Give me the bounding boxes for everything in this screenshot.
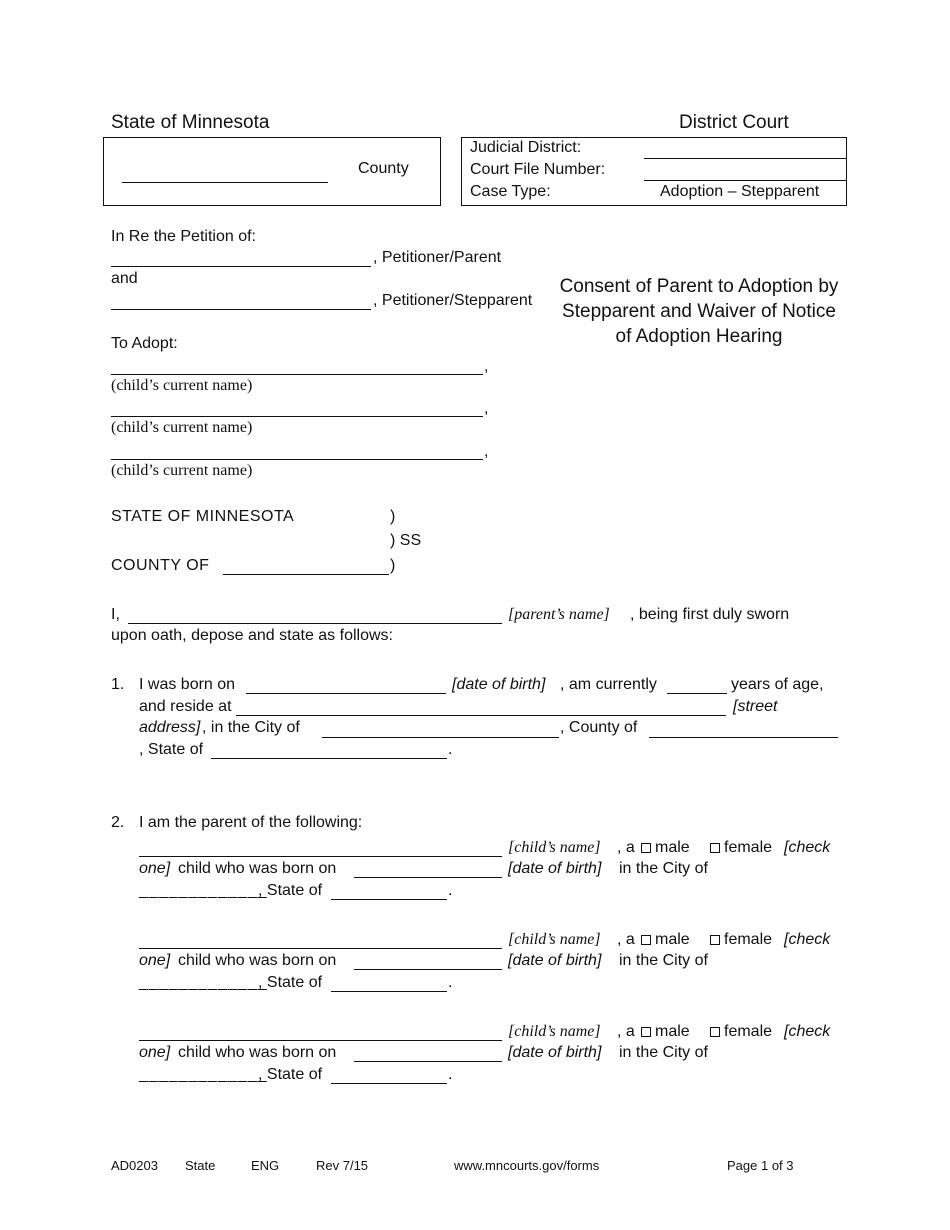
child-current-name-label-1: (child’s current name)	[111, 377, 253, 394]
reside-label: and reside at	[139, 698, 232, 715]
item-2-number: 2.	[111, 814, 125, 831]
petitioner-parent-label: , Petitioner/Parent	[373, 249, 502, 266]
state-of-label: , State of	[139, 741, 204, 758]
county-label: County	[358, 160, 409, 177]
check-hint: [check	[784, 931, 831, 948]
in-city-label: in the City of	[619, 1044, 708, 1061]
city-blank[interactable]	[322, 737, 559, 738]
in-city-label: in the City of	[619, 952, 708, 969]
child-dob-blank[interactable]	[354, 877, 502, 878]
female-label: female	[724, 839, 773, 856]
born-on-label: child who was born on	[178, 860, 337, 877]
judicial-district-blank[interactable]	[644, 158, 846, 159]
county-of-label: , County of	[560, 719, 638, 736]
venue-state: STATE OF MINNESOTA	[111, 508, 295, 525]
state-blank[interactable]	[331, 899, 447, 900]
checkbox-icon	[710, 1027, 720, 1037]
parent-of-intro: I am the parent of the following:	[139, 814, 363, 831]
period: .	[448, 974, 453, 991]
check-hint: [check	[784, 1023, 831, 1040]
male-label: male	[655, 1023, 690, 1040]
footer-revision: Rev 7/15	[316, 1158, 369, 1173]
dob-blank[interactable]	[246, 693, 446, 694]
child-name-hint: [child’s name]	[508, 1023, 601, 1040]
state-blank[interactable]	[211, 758, 447, 759]
one-hint: one]	[139, 952, 171, 969]
in-re-label: In Re the Petition of:	[111, 228, 256, 245]
court-file-number-blank[interactable]	[644, 180, 846, 181]
dob-hint: [date of birth]	[508, 952, 602, 969]
court-heading: District Court	[679, 112, 789, 133]
checkbox-icon	[710, 843, 720, 853]
born-on-label: child who was born on	[178, 952, 337, 969]
dob-hint: [date of birth]	[452, 676, 546, 693]
comma: ,	[484, 443, 489, 460]
child-name-blank[interactable]	[139, 856, 502, 857]
period: .	[448, 1066, 453, 1083]
female-checkbox[interactable]	[710, 839, 772, 857]
oath-sworn: , being first duly sworn	[630, 606, 790, 623]
checkbox-icon	[710, 935, 720, 945]
check-hint: [check	[784, 839, 831, 856]
street-blank[interactable]	[236, 715, 726, 716]
parent-name-hint: [parent’s name]	[508, 606, 610, 623]
years-label: years of age,	[731, 676, 824, 693]
one-hint: one]	[139, 1044, 171, 1061]
born-on-label: child who was born on	[178, 1044, 337, 1061]
venue-county-blank[interactable]	[223, 574, 389, 575]
checkbox-icon	[641, 935, 651, 945]
judicial-district-label: Judicial District:	[470, 139, 582, 156]
footer-page-number: Page 1 of 3	[727, 1158, 794, 1173]
venue-paren: )	[390, 557, 396, 574]
street-hint: [street	[733, 698, 778, 715]
and-label: and	[111, 270, 138, 287]
child-current-name-label-3: (child’s current name)	[111, 462, 253, 479]
footer-language: ENG	[251, 1158, 280, 1173]
comma: ,	[484, 358, 489, 375]
state-blank[interactable]	[331, 1083, 447, 1084]
county-box	[103, 137, 441, 206]
oath-depose: upon oath, depose and state as follows:	[111, 627, 393, 644]
female-label: female	[724, 1023, 773, 1040]
to-adopt-label: To Adopt:	[111, 335, 178, 352]
dob-hint: [date of birth]	[508, 1044, 602, 1061]
item-1-number: 1.	[111, 676, 125, 693]
dob-hint: [date of birth]	[508, 860, 602, 877]
male-checkbox[interactable]	[641, 839, 690, 857]
male-label: male	[655, 839, 690, 856]
female-checkbox[interactable]	[710, 931, 772, 949]
child-current-name-label-2: (child’s current name)	[111, 419, 253, 436]
parent-name-blank[interactable]	[128, 623, 502, 624]
city-blank[interactable]: _____________	[139, 1066, 268, 1083]
checkbox-icon	[641, 843, 651, 853]
in-city-label: in the City of	[619, 860, 708, 877]
child-dob-blank[interactable]	[354, 969, 502, 970]
petitioner-parent-blank[interactable]	[111, 266, 371, 267]
state-of-label: , State of	[258, 1066, 323, 1083]
petitioner-stepparent-blank[interactable]	[111, 309, 371, 310]
child-name-hint: [child’s name]	[508, 931, 601, 948]
county-blank[interactable]	[122, 182, 328, 183]
comma: ,	[484, 400, 489, 417]
court-info-box	[461, 137, 847, 206]
state-heading: State of Minnesota	[111, 112, 270, 133]
county-blank-item1[interactable]	[649, 737, 838, 738]
male-label: male	[655, 931, 690, 948]
footer-url[interactable]: www.mncourts.gov/forms	[454, 1158, 600, 1173]
city-blank[interactable]: _____________	[139, 974, 268, 991]
venue-ss: ) SS	[390, 532, 422, 549]
female-label: female	[724, 931, 773, 948]
period: .	[448, 882, 453, 899]
child-dob-blank[interactable]	[354, 1061, 502, 1062]
case-type-label: Case Type:	[470, 183, 551, 200]
document-title: Consent of Parent to Adoption by Stepparent and Waiver of Notice of Adoption Hearing	[559, 276, 839, 347]
checkbox-icon	[641, 1027, 651, 1037]
city-of-label: , in the City of	[202, 719, 300, 736]
a-label: , a	[617, 931, 635, 948]
oath-i: I,	[111, 606, 120, 623]
male-checkbox[interactable]	[641, 1023, 690, 1041]
city-blank[interactable]: _____________	[139, 882, 268, 899]
state-of-label: , State of	[258, 974, 323, 991]
a-label: , a	[617, 1023, 635, 1040]
venue-county-label: COUNTY OF	[111, 557, 210, 574]
state-blank[interactable]	[331, 991, 447, 992]
child-name-hint: [child’s name]	[508, 839, 601, 856]
female-checkbox[interactable]	[710, 1023, 772, 1041]
petitioner-stepparent-label: , Petitioner/Stepparent	[373, 292, 533, 309]
a-label: , a	[617, 839, 635, 856]
male-checkbox[interactable]	[641, 931, 690, 949]
child-name-blank[interactable]	[139, 1040, 502, 1041]
born-on-label: I was born on	[139, 676, 236, 693]
address-hint: address]	[139, 719, 201, 736]
child-name-blank-2[interactable]	[111, 416, 483, 417]
case-type-value: Adoption – Stepparent	[660, 183, 820, 200]
one-hint: one]	[139, 860, 171, 877]
footer-state: State	[185, 1158, 216, 1173]
age-blank[interactable]	[667, 693, 727, 694]
child-name-blank[interactable]	[139, 948, 502, 949]
period: .	[448, 741, 453, 758]
venue-paren: )	[390, 508, 396, 525]
child-name-blank-1[interactable]	[111, 374, 483, 375]
footer-form-code: AD0203	[111, 1158, 158, 1173]
child-name-blank-3[interactable]	[111, 459, 483, 460]
court-file-number-label: Court File Number:	[470, 161, 606, 178]
state-of-label: , State of	[258, 882, 323, 899]
currently-label: , am currently	[560, 676, 657, 693]
